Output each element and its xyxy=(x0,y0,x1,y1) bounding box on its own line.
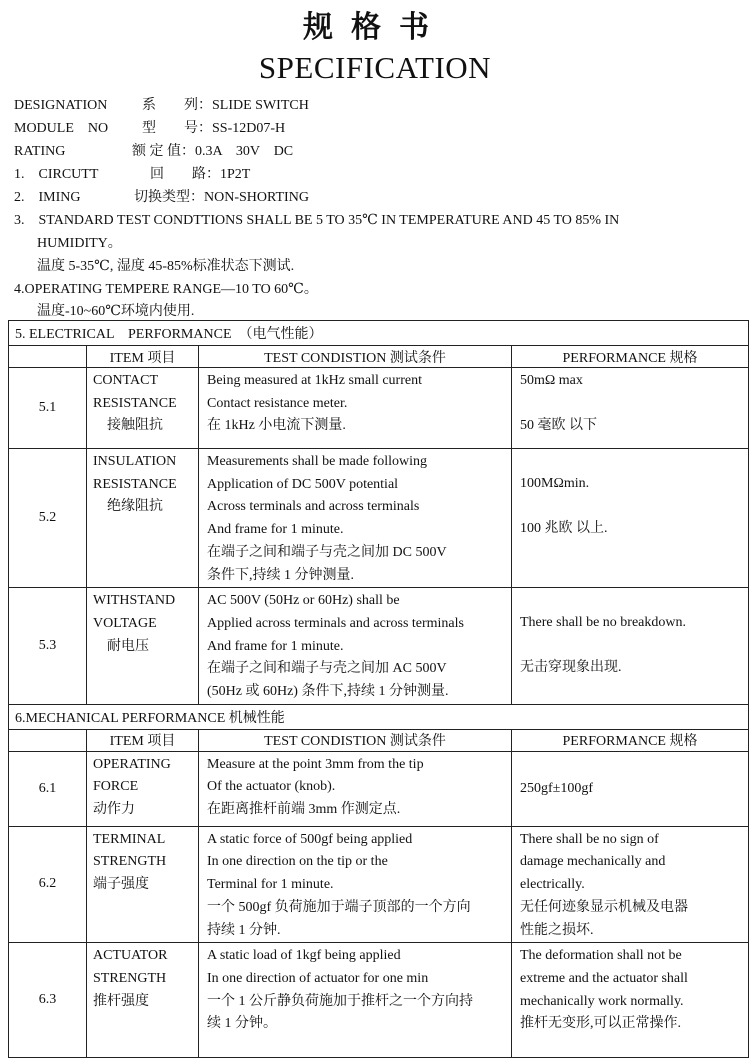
item-line: RESISTANCE xyxy=(93,395,177,411)
condition-line: (50Hz 或 60Hz) 条件下,持续 1 分钟测量. xyxy=(207,684,449,700)
performance-cell xyxy=(512,449,749,588)
test-conditions-line-2: HUMIDITY。 xyxy=(37,236,122,251)
empty-cell xyxy=(9,729,87,751)
table-row xyxy=(9,826,749,943)
performance-line: 250gf±100gf xyxy=(520,781,594,797)
performance-line: 100 兆欧 以上. xyxy=(520,520,608,536)
timing-cn: 切换类型： xyxy=(134,190,204,205)
condition-line: And frame for 1 minute. xyxy=(207,522,344,538)
performance-line: 无任何迹象显示机械及电器 xyxy=(520,899,688,915)
test-conditions-line: 3. STANDARD TEST CONDTTIONS SHALL BE 5 TO 35℃ IN TEMPERATURE AND 45 TO 85% IN xyxy=(14,213,620,228)
performance-line: electrically. xyxy=(520,877,585,893)
item-line: 耐电压 xyxy=(93,638,149,654)
test-conditions-chinese: 温度 5-35℃, 湿度 45-85%标准状态下测试. xyxy=(37,259,295,274)
column-header-test-condition: TEST CONDISTION 测试条件 xyxy=(199,346,512,368)
condition-line: AC 500V (50Hz or 60Hz) shall be xyxy=(207,593,400,609)
column-header-performance: PERFORMANCE 规格 xyxy=(512,346,749,368)
table-row xyxy=(9,943,749,1058)
condition-line: Of the actuator (knob). xyxy=(207,779,336,795)
condition-line: Measure at the point 3mm from the tip xyxy=(207,756,424,772)
row-number: 5.1 xyxy=(9,368,87,449)
condition-line: Applied across terminals and across terminals xyxy=(207,615,464,631)
performance-line: There shall be no breakdown. xyxy=(520,615,686,631)
item-cell xyxy=(87,449,199,588)
condition-line: A static load of 1kgf being applied xyxy=(207,948,401,964)
condition-line: And frame for 1 minute. xyxy=(207,638,344,654)
condition-line: In one direction of actuator for one min xyxy=(207,970,429,986)
performance-line: 推杆无变形,可以正常操作. xyxy=(520,1016,681,1032)
condition-line: 续 1 分钟。 xyxy=(207,1016,277,1032)
item-line: 端子强度 xyxy=(93,877,149,893)
item-line: 推杆强度 xyxy=(93,993,149,1009)
condition-line: Being measured at 1kHz small current xyxy=(207,373,422,388)
test-condition-cell xyxy=(199,588,512,705)
table-row xyxy=(9,588,749,705)
item-cell xyxy=(87,751,199,826)
item-line: STRENGTH xyxy=(93,854,167,870)
column-header-item: ITEM 项目 xyxy=(87,346,199,368)
item-line: TERMINAL xyxy=(93,831,166,847)
designation-line xyxy=(14,94,309,114)
row-number: 6.1 xyxy=(9,751,87,826)
circuit-key: 1. CIRCUTT xyxy=(14,167,99,182)
performance-cell xyxy=(512,943,749,1058)
performance-line: 100MΩmin. xyxy=(520,476,590,491)
performance-line: mechanically work normally. xyxy=(520,993,684,1009)
item-cell xyxy=(87,588,199,705)
performance-line: extreme and the actuator shall xyxy=(520,970,688,986)
designation-key: DESIGNATION xyxy=(14,98,108,113)
condition-line: 在端子之间和端子与壳之间加 DC 500V xyxy=(207,544,447,560)
operating-range-line: 4.OPERATING TEMPERE RANGE—10 TO 60℃。 xyxy=(14,282,318,297)
column-header-test-condition: TEST CONDISTION 测试条件 xyxy=(199,729,512,751)
performance-line: 性能之损坏. xyxy=(520,922,594,938)
performance-line: 50 毫欧 以下 xyxy=(520,417,597,433)
performance-cell xyxy=(512,751,749,826)
test-condition-cell xyxy=(199,368,512,449)
item-line: OPERATING xyxy=(93,756,171,772)
item-line: STRENGTH xyxy=(93,970,167,986)
column-header-performance: PERFORMANCE 规格 xyxy=(512,729,749,751)
condition-line: 持续 1 分钟. xyxy=(207,922,281,938)
item-line: FORCE xyxy=(93,779,139,795)
item-cell xyxy=(87,368,199,449)
condition-line: 在端子之间和端子与壳之间加 AC 500V xyxy=(207,661,447,677)
item-cell xyxy=(87,826,199,943)
module-value: SS-12D07-H xyxy=(212,121,286,136)
performance-line: The deformation shall not be xyxy=(520,948,682,964)
condition-line: In one direction on the tip or the xyxy=(207,854,388,870)
circuit-value: 1P2T xyxy=(220,167,251,182)
row-number: 5.2 xyxy=(9,449,87,588)
test-condition-cell xyxy=(199,943,512,1058)
item-line: VOLTAGE xyxy=(93,615,157,631)
timing-value: NON-SHORTING xyxy=(204,190,309,205)
condition-line: Measurements shall be made following xyxy=(207,454,428,469)
performance-line: 无击穿现象出现. xyxy=(520,659,622,675)
item-line: WITHSTAND xyxy=(93,593,176,609)
condition-line: 一个 1 公斤静负荷施加于推杆之一个方向持 xyxy=(207,993,473,1009)
performance-line: 50mΩ max xyxy=(520,373,583,388)
rating-cn: 额 定 值： xyxy=(132,144,195,159)
item-line: 动作力 xyxy=(93,802,135,818)
item-line: INSULATION xyxy=(93,454,177,469)
item-line: ACTUATOR xyxy=(93,948,168,964)
condition-line: Terminal for 1 minute. xyxy=(207,877,334,893)
module-key: MODULE NO xyxy=(14,121,109,136)
item-line: RESISTANCE xyxy=(93,476,177,492)
item-line: 接触阻抗 xyxy=(93,418,163,434)
module-cn: 型 号： xyxy=(142,121,212,136)
rating-value: 0.3A 30V DC xyxy=(195,144,294,159)
performance-line: There shall be no sign of xyxy=(520,831,659,847)
timing-line xyxy=(14,186,309,206)
designation-value: SLIDE SWITCH xyxy=(212,98,309,113)
condition-line: 在 1kHz 小电流下测量. xyxy=(207,418,346,434)
condition-line: 一个 500gf 负荷施加于端子顶部的一个方向 xyxy=(207,899,471,915)
section-title: 6.MECHANICAL PERFORMANCE 机械性能 xyxy=(9,704,749,729)
module-line xyxy=(14,117,285,137)
performance-cell xyxy=(512,826,749,943)
rating-key: RATING xyxy=(14,144,66,159)
condition-line: Across terminals and across terminals xyxy=(207,499,420,515)
row-number: 6.2 xyxy=(9,826,87,943)
document-title: SPECIFICATION xyxy=(258,50,492,85)
operating-range-chinese: 温度-10~60℃环境内使用. xyxy=(37,304,195,319)
empty-cell xyxy=(9,346,87,368)
document-title-chinese: 规格书 xyxy=(303,10,447,45)
column-header-item: ITEM 项目 xyxy=(87,729,199,751)
item-line: CONTACT xyxy=(93,373,158,388)
table-row xyxy=(9,751,749,826)
performance-cell xyxy=(512,368,749,449)
condition-line: Contact resistance meter. xyxy=(207,395,348,411)
item-cell xyxy=(87,943,199,1058)
electrical-performance-table xyxy=(8,320,749,1058)
test-condition-cell xyxy=(199,751,512,826)
test-condition-cell xyxy=(199,449,512,588)
item-line: 绝缘阻抗 xyxy=(93,499,163,515)
condition-line: 在距离推杆前端 3mm 作测定点. xyxy=(207,802,401,818)
designation-cn: 系 列： xyxy=(142,98,212,113)
row-number: 6.3 xyxy=(9,943,87,1058)
section-title: 5. ELECTRICAL PERFORMANCE （电气性能） xyxy=(9,321,749,346)
table-row xyxy=(9,368,749,449)
condition-line: 条件下,持续 1 分钟测量. xyxy=(207,567,354,583)
timing-key: 2. IMING xyxy=(14,190,81,205)
circuit-line xyxy=(14,163,250,183)
test-condition-cell xyxy=(199,826,512,943)
condition-line: A static force of 500gf being applied xyxy=(207,831,413,847)
table-row xyxy=(9,449,749,588)
condition-line: Application of DC 500V potential xyxy=(207,476,399,492)
performance-line: damage mechanically and xyxy=(520,854,666,870)
circuit-cn: 回 路： xyxy=(150,167,220,182)
row-number: 5.3 xyxy=(9,588,87,705)
rating-line xyxy=(14,140,293,160)
performance-cell xyxy=(512,588,749,705)
